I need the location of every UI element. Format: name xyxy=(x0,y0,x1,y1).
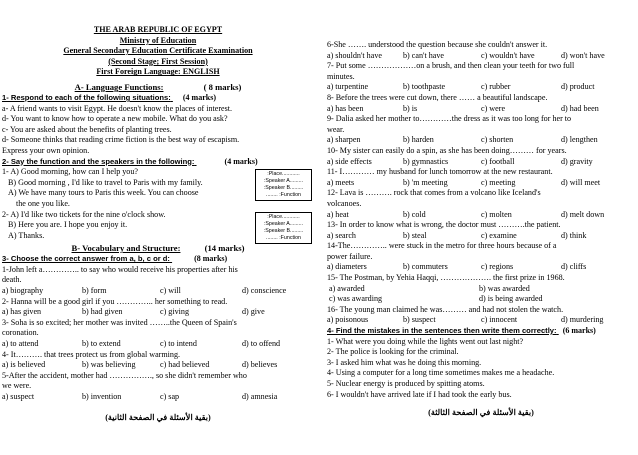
answer-option[interactable]: c) giving xyxy=(160,307,189,317)
options-row xyxy=(327,82,635,93)
options-row xyxy=(327,51,635,62)
answer-option[interactable]: a) heat xyxy=(327,209,349,219)
task-4-item: 1- What were you doing while the lights went out last night? xyxy=(327,336,524,346)
answer-option[interactable]: b) gymnastics xyxy=(403,156,449,166)
answer-box-1 xyxy=(255,169,312,201)
question-item xyxy=(327,167,635,188)
task-1-item: a- A friend wants to visit Egypt. He doesn't know the places of interest. xyxy=(2,103,233,113)
header-country: THE ARAB REPUBLIC OF EGYPT xyxy=(93,25,223,34)
section-b-title xyxy=(2,242,314,254)
right-column xyxy=(327,40,635,419)
section-b-marks: (14 marks) xyxy=(204,243,245,254)
answer-option[interactable]: c) innocent xyxy=(481,315,518,325)
dialog-line: the one you like. xyxy=(16,198,70,208)
question-text: 12- Lava is ………. rock that comes from a volcano like Iceland's xyxy=(327,188,541,198)
answer-option[interactable]: b) invention xyxy=(82,392,122,401)
task-1-heading xyxy=(2,93,314,104)
options-row xyxy=(327,294,635,305)
question-text: wear. xyxy=(327,124,345,134)
dialog-line: A) Thanks. xyxy=(8,230,45,240)
answer-option[interactable]: b) was believing xyxy=(82,360,136,370)
task-4-item: 6- I wouldn't have arrived late if I had took the early bus. xyxy=(327,389,512,399)
answer-box-2 xyxy=(255,212,312,244)
question-item xyxy=(2,265,314,297)
answer-option[interactable]: a) diameters xyxy=(327,262,367,272)
header-exam: General Secondary Education Certificate Examination xyxy=(63,46,253,56)
box-speaker-b: :Speaker B......... xyxy=(263,185,304,192)
answer-option[interactable]: a) suspect xyxy=(2,392,35,401)
answer-option[interactable]: b) to extend xyxy=(82,339,121,349)
task-1-item: c- You are asked about the benefits of planting trees. xyxy=(2,124,172,134)
footer-right-note: (بقية الأسئلة في الصفحة الثالثة) xyxy=(428,408,534,418)
answer-option[interactable]: c) had believed xyxy=(160,360,210,370)
answer-option[interactable]: a) awarded xyxy=(329,283,365,293)
box-speaker-a: :Speaker A......... xyxy=(263,220,304,227)
options-row xyxy=(327,262,635,273)
answer-option[interactable]: a) search xyxy=(327,230,356,240)
question-item xyxy=(327,114,635,146)
answer-option[interactable]: c) examine xyxy=(481,230,517,240)
question-text: 16- The young man claimed he was……… and had not stolen the watch. xyxy=(327,304,564,314)
options-row xyxy=(327,231,635,242)
task-4-item: 3- I asked him what was he doing this morning. xyxy=(327,357,482,367)
box-place: :Place............ xyxy=(267,171,300,178)
answer-option[interactable]: a) turpentine xyxy=(327,82,369,92)
answer-option[interactable]: a) is believed xyxy=(2,360,46,370)
question-item xyxy=(327,61,635,93)
dialog-2 xyxy=(2,210,314,242)
question-item xyxy=(2,318,314,350)
box-speaker-a: :Speaker A......... xyxy=(263,178,304,185)
answer-option[interactable]: d) product xyxy=(561,82,595,92)
question-text: power failure. xyxy=(327,251,373,261)
answer-option[interactable]: a) side effects xyxy=(327,156,372,166)
answer-option[interactable]: b) toothpaste xyxy=(403,82,446,92)
task-4-item: 4- Using a computer for a long time sometimes makes me a headache. xyxy=(327,368,555,378)
question-item xyxy=(327,40,635,61)
answer-option[interactable]: c) regions xyxy=(481,262,514,272)
question-text: coronation. xyxy=(2,328,39,338)
answer-option[interactable]: a) has been xyxy=(327,103,364,113)
dialog-line: B) Good morning , I'd like to travel to Paris with my family. xyxy=(8,177,203,187)
question-item xyxy=(2,350,314,371)
answer-option[interactable]: d) won't have xyxy=(561,50,605,60)
options-row xyxy=(327,284,635,295)
answer-option[interactable]: d) is being awarded xyxy=(479,294,543,304)
question-text: volcanoes. xyxy=(327,198,362,208)
task-1-item: d- Someone thinks that reading crime fiction is the best way of escapism. xyxy=(2,135,240,145)
answer-option[interactable]: c) rubber xyxy=(481,82,511,92)
answer-option[interactable]: d) give xyxy=(242,307,265,317)
dialog-line: 2- A) I'd like two tickets for the nine o'clock show. xyxy=(2,209,166,219)
answer-option[interactable]: d) amnesia xyxy=(242,392,278,401)
question-text: 7- Put some ………………on a brush, and then clean your teeth for two full xyxy=(327,61,575,71)
answer-option[interactable]: b) form xyxy=(82,286,107,296)
left-column xyxy=(2,25,314,423)
options-row xyxy=(327,210,635,221)
options-row xyxy=(327,104,635,115)
answer-option[interactable]: c) wouldn't have xyxy=(481,50,535,60)
answer-option[interactable]: c) to intend xyxy=(160,339,197,349)
header-session: (Second Stage; First Session) xyxy=(108,56,208,66)
answer-option[interactable]: c) will xyxy=(160,286,181,296)
header-language: First Foreign Language: ENGLISH xyxy=(96,67,220,77)
section-a-marks: ( 8 marks) xyxy=(203,81,242,92)
task-2-label: 2- Say the function and the speakers in the following: xyxy=(2,156,195,166)
answer-option[interactable]: c) meeting xyxy=(481,177,516,187)
answer-option[interactable]: a) biography xyxy=(2,286,44,296)
options-row xyxy=(2,286,314,297)
footer-left-note: (بقية الأسئلة في الصفحة الثانية) xyxy=(105,412,211,422)
question-text: 14-The………….. were stuck in the metro for three hours because of a xyxy=(327,241,557,251)
dialog-1 xyxy=(2,167,314,209)
answer-option[interactable]: b) can't have xyxy=(403,50,445,60)
answer-option[interactable]: b) commuters xyxy=(403,262,448,272)
options-row xyxy=(327,135,635,146)
header-ministry: Ministry of Education xyxy=(119,35,197,45)
dialog-line: A) We have many tours to Paris this week. You can choose xyxy=(8,188,199,198)
section-b-label: B- Vocabulary and Structure: xyxy=(71,243,181,254)
answer-option[interactable]: b) is xyxy=(403,103,418,113)
question-text: 9- Dalia asked her mother to…………the dress as it was too long for her to xyxy=(327,114,572,124)
answer-option[interactable]: a) poisonous xyxy=(327,315,369,325)
question-text: we were. xyxy=(2,381,32,391)
answer-option[interactable]: b) steal xyxy=(403,230,427,240)
question-text: minutes. xyxy=(327,71,355,81)
answer-option[interactable]: c) football xyxy=(481,156,515,166)
answer-option[interactable]: d) lengthen xyxy=(561,135,598,145)
answer-option[interactable]: d) will meet xyxy=(561,177,601,187)
task-2-heading xyxy=(2,157,314,168)
answer-option[interactable]: b) was awarded xyxy=(479,283,530,293)
answer-option[interactable]: d) to offend xyxy=(242,339,281,349)
answer-option[interactable]: b) harden xyxy=(403,135,434,145)
task-4-heading xyxy=(327,326,635,337)
answer-option[interactable]: a) shouldn't have xyxy=(327,50,382,60)
box-function: ........ :Function xyxy=(265,234,302,241)
question-item xyxy=(327,93,635,114)
question-text: 11- I………… my husband for lunch tomorrow at the new restaurant. xyxy=(327,167,553,177)
task-4-label: 4- Find the mistakes in the sentences then write them correctly: xyxy=(327,326,557,336)
question-text: 6-She ……. understood the question because she couldn't answer it. xyxy=(327,40,548,49)
answer-option[interactable]: c) was awarding xyxy=(329,294,383,304)
question-text: 4- It………. that trees protect us from global warming. xyxy=(2,349,181,359)
question-item xyxy=(2,371,314,403)
question-text: 10- My sister can easily do a spin, as she has been doing……… for years. xyxy=(327,145,567,155)
options-row xyxy=(327,157,635,168)
answer-option[interactable]: a) sharpen xyxy=(327,135,361,145)
task-1-item: d- You want to know how to operate a new mobile. What do you ask? xyxy=(2,114,228,124)
options-row xyxy=(327,315,635,326)
box-speaker-b: :Speaker B......... xyxy=(263,227,304,234)
options-row xyxy=(2,392,314,403)
options-row xyxy=(2,360,314,371)
task-3-label: 3- Choose the correct answer from a, b, c or d: xyxy=(2,254,170,264)
box-place: :Place............ xyxy=(267,213,300,220)
answer-option[interactable]: c) molten xyxy=(481,209,512,219)
task-1-marks: (4 marks) xyxy=(182,92,216,102)
section-a-title xyxy=(2,81,314,93)
answer-option[interactable]: b) had given xyxy=(82,307,123,317)
question-text: 3- Soha is so excited; her mother was invited ……..the Queen of Spain's xyxy=(2,317,237,327)
left-questions xyxy=(2,265,314,403)
answer-option[interactable]: d) gravity xyxy=(561,156,593,166)
answer-option[interactable]: c) were xyxy=(481,103,506,113)
answer-option[interactable]: d) believes xyxy=(242,360,278,370)
question-item xyxy=(2,297,314,318)
dialog-line: 1- A) Good morning, how can I help you? xyxy=(2,167,138,177)
question-text: 5-After the accident, mother had ……………., so she didn't remember who xyxy=(2,370,247,380)
right-questions xyxy=(327,40,635,326)
question-text: 1-John left a………….. to say who would receive his properties after his xyxy=(2,264,238,274)
question-item xyxy=(327,146,635,167)
answer-option[interactable]: a) to attend xyxy=(2,339,39,349)
question-item xyxy=(327,220,635,241)
question-item xyxy=(327,241,635,273)
answer-option[interactable]: d) melt down xyxy=(561,209,605,219)
question-text: death. xyxy=(2,275,22,285)
question-item xyxy=(327,188,635,220)
task-4-item: 2- The police is looking for the criminal. xyxy=(327,347,459,357)
task-4-item: 5- Nuclear energy is produced by spitting atoms. xyxy=(327,379,485,388)
answer-option[interactable]: c) shorten xyxy=(481,135,514,145)
answer-option[interactable]: d) cliffs xyxy=(561,262,587,272)
task-2-marks: (4 marks) xyxy=(224,156,258,166)
question-text: 15- The Postman, by Yehia Haqqi, ………………. the first prize in 1968. xyxy=(327,273,565,283)
task-1-item: Express your own opinion. xyxy=(2,145,90,155)
answer-option[interactable]: a) meets xyxy=(327,177,355,187)
options-row xyxy=(2,339,314,350)
answer-option[interactable]: d) conscience xyxy=(242,286,287,296)
task-1-label: 1- Respond to each of the following situations: xyxy=(2,92,171,102)
question-text: 13- In order to know what is wrong, the doctor must ……….the patient. xyxy=(327,220,561,230)
question-text: 8- Before the trees were cut down, there …… a beautiful landscape. xyxy=(327,92,548,102)
dialog-line: B) Here you are. I hope you enjoy it. xyxy=(8,220,128,230)
answer-option[interactable]: a) has given xyxy=(2,307,42,317)
box-function: ........ :Function xyxy=(265,192,302,199)
answer-option[interactable]: b) cold xyxy=(403,209,426,219)
answer-option[interactable]: d) had been xyxy=(561,103,599,113)
section-a-label: A- Language Functions: xyxy=(74,81,164,92)
question-item xyxy=(327,305,635,326)
task-3-marks: (8 marks) xyxy=(194,254,228,264)
answer-option[interactable]: c) sap xyxy=(160,392,180,401)
options-row xyxy=(2,307,314,318)
answer-option[interactable]: b) 'm meeting xyxy=(403,177,448,187)
answer-option[interactable]: b) suspect xyxy=(403,315,436,325)
answer-option[interactable]: d) think xyxy=(561,230,587,240)
options-row xyxy=(327,178,635,189)
question-item xyxy=(327,273,635,305)
task-4-marks: (6 marks) xyxy=(562,326,596,336)
task-3-heading xyxy=(2,254,314,265)
answer-option[interactable]: d) murdering xyxy=(561,315,604,325)
question-text: 2- Hanna will be a good girl if you ………….. her something to read. xyxy=(2,296,228,306)
